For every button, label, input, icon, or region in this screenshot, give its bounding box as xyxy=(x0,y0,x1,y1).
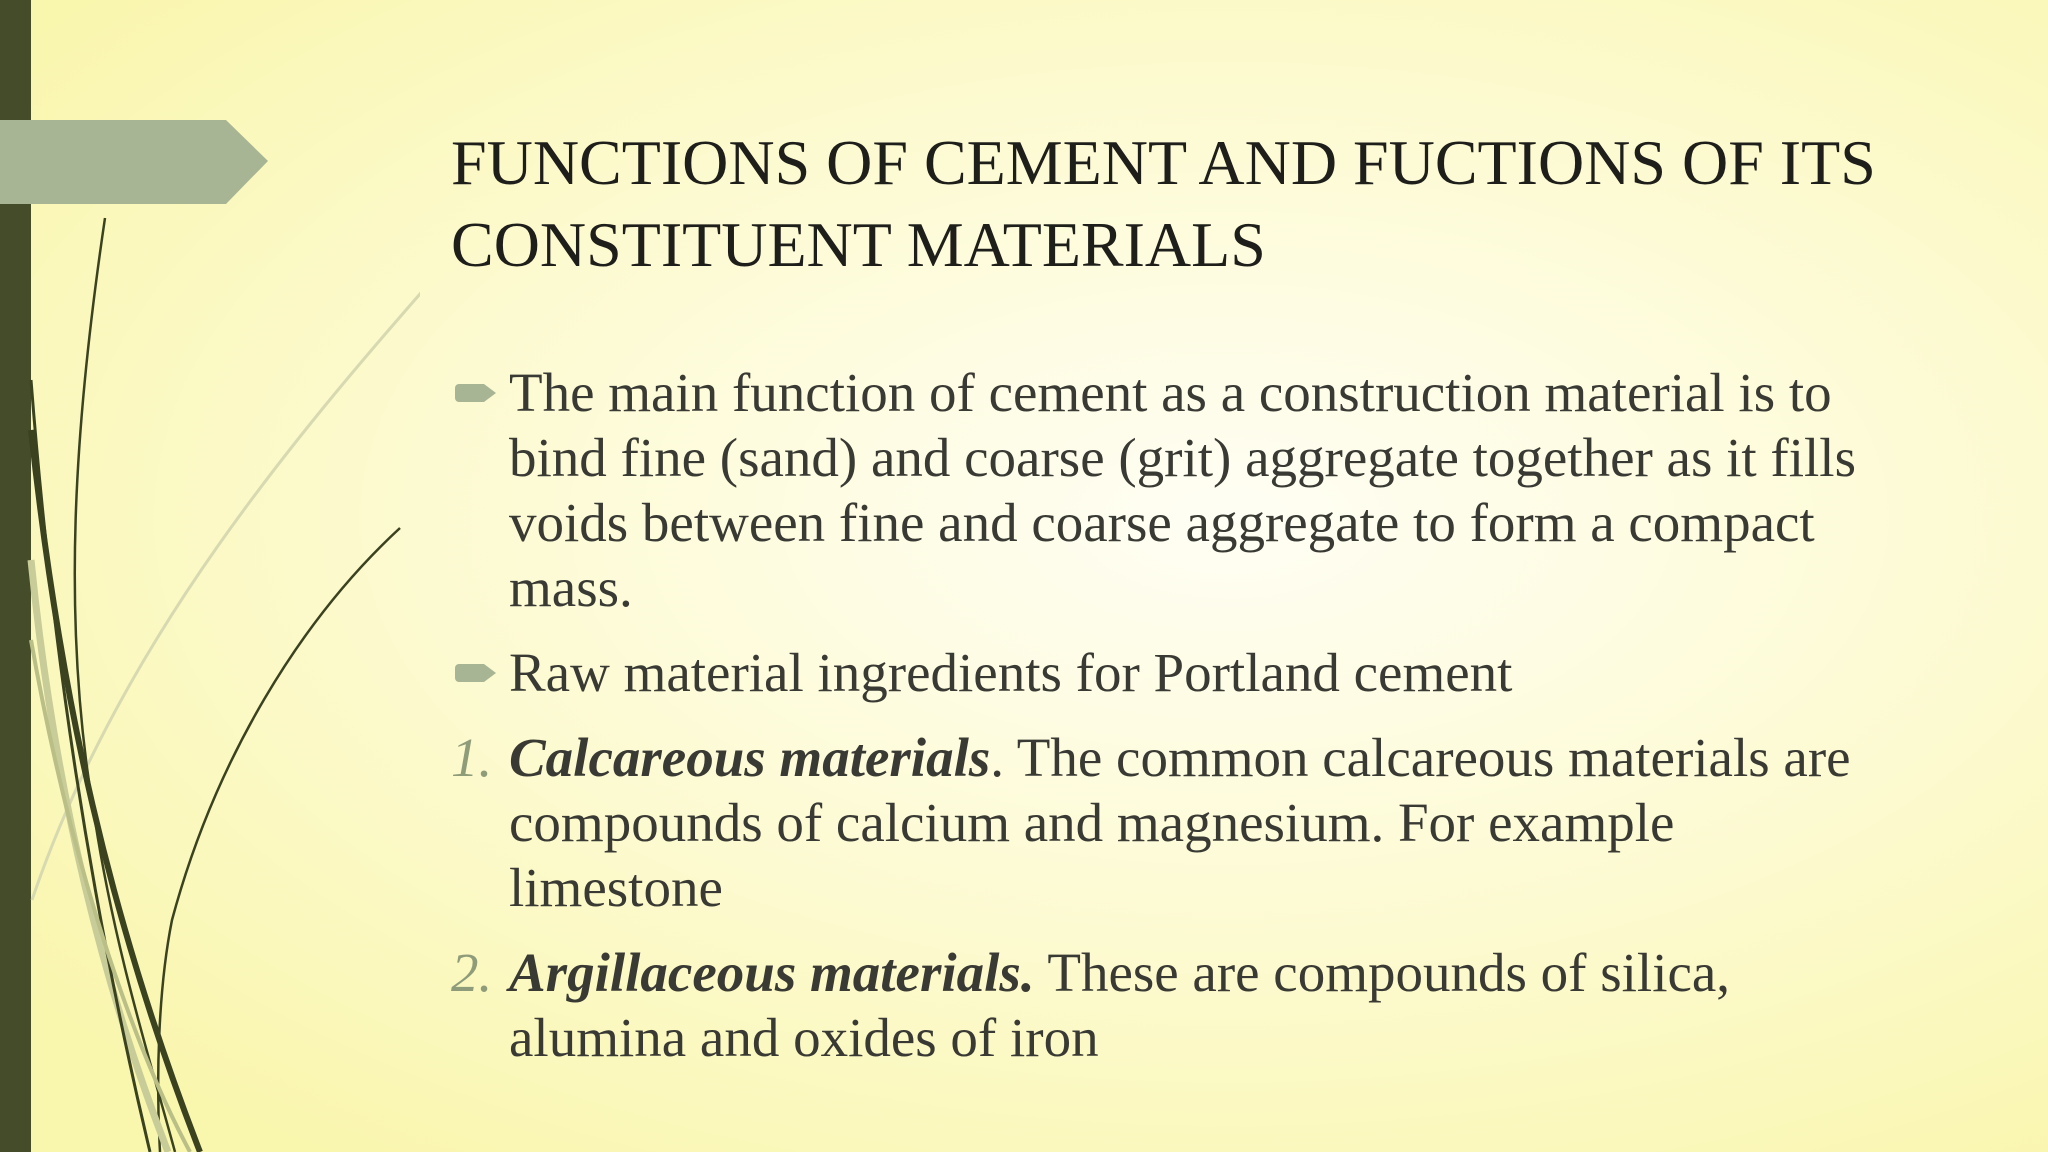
bullet-text: . The common calcareous materials are compounds of calcium and magnesium. For example limestone xyxy=(509,727,1851,918)
list-number: 1. xyxy=(451,727,493,788)
list-number: 2. xyxy=(451,942,493,1003)
term-emphasis: Calcareous materials xyxy=(509,727,991,788)
bullet-text: Raw material ingredients for Portland cement xyxy=(509,642,1513,703)
decorative-grass-lines xyxy=(0,0,420,1152)
title-tab-arrow xyxy=(0,120,268,204)
bullet-text: These are compounds of silica, alumina and oxides of iron xyxy=(509,942,1731,1068)
list-item xyxy=(451,940,1901,1070)
bullet-text: The main function of cement as a construction material is to bind fine (sand) and coarse (grit) aggregate together as it fills voids between fine and coarse aggregate to form a compact mass. xyxy=(509,362,1856,618)
arrow-bullet-icon xyxy=(454,661,498,685)
list-item xyxy=(451,640,1901,705)
list-item xyxy=(451,360,1901,620)
term-emphasis: Argillaceous materials. xyxy=(509,942,1035,1003)
list-item xyxy=(451,725,1901,920)
bullet-list xyxy=(451,360,1901,1090)
slide-title: FUNCTIONS OF CEMENT AND FUCTIONS OF ITS CONSTITUENT MATERIALS xyxy=(451,127,1876,280)
arrow-bullet-icon xyxy=(454,381,498,405)
